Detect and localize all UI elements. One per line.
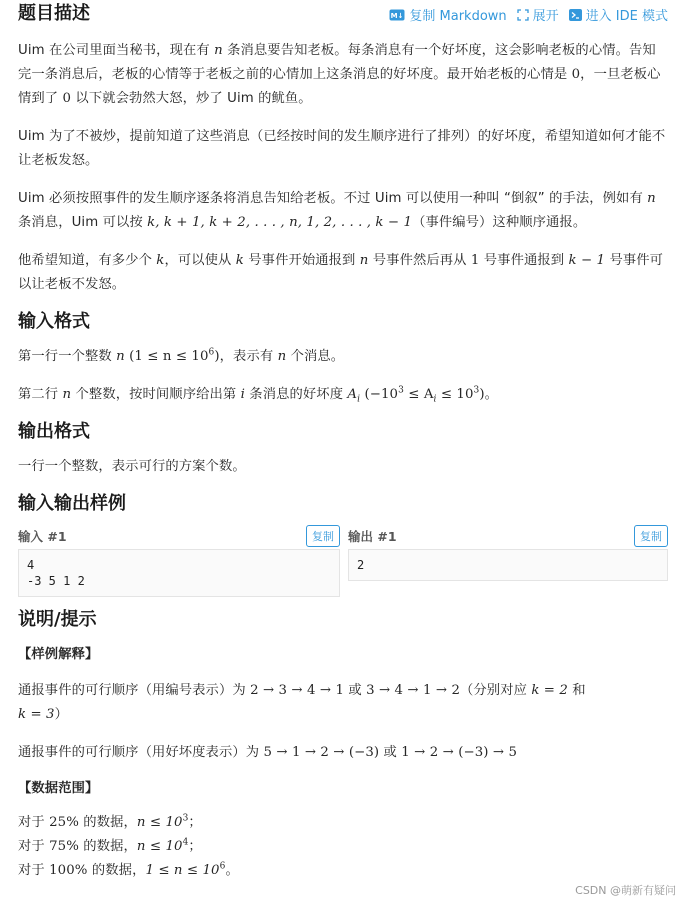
expand-label: 展开 — [532, 9, 559, 24]
ide-mode-button[interactable] — [569, 5, 668, 24]
section-title-input-format: 输入格式 — [18, 311, 90, 332]
sample-input — [18, 523, 340, 597]
expand-button[interactable] — [517, 5, 559, 24]
sample-output-code: 2 — [348, 549, 668, 581]
output-format-line: 一行一个整数，表示可行的方案个数。 — [18, 459, 246, 474]
sample-output-header — [348, 523, 668, 549]
svg-text:M↓: M↓ — [390, 11, 404, 20]
terminal-icon — [569, 9, 582, 21]
section-title-samples: 输入输出样例 — [18, 493, 126, 514]
section-title-description: 题目描述 — [18, 3, 90, 24]
description-paragraph-2: Uim 为了不被炒，提前知道了这些消息（已经按时间的发生顺序进行了排列）的好坏度，希望知道如何才能不让老板发怒。 — [18, 129, 666, 168]
section-title-hints: 说明/提示 — [18, 609, 97, 630]
toolbar — [389, 3, 668, 24]
copy-output-button[interactable]: 复制 — [634, 525, 668, 547]
description-paragraph-3: Uim 必须按照事件的发生顺序逐条将消息告知给老板。不过 Uim 可以使用一种叫 “倒叙” 的手法，例如有 n 条消息，Uim 可以按 k, k + 1, k + 2, . . . , n, 1, 2, . . . , k − 1（事件编号）这种顺序通报。 — [18, 191, 656, 230]
data-range-line-3: 对于 100% 的数据，$1 \le n \le 10^6$。 — [18, 861, 239, 878]
explain-line-1: 通报事件的可行顺序（用编号表示）为 2 → 3 → 4 → 1 或 3 → 4 → 1 → 2（分别对应 k = 2 和 k = 3） — [18, 683, 586, 722]
sample-input-code: 4 -3 5 1 2 — [18, 549, 340, 597]
sample-output — [348, 523, 668, 597]
markdown-icon — [389, 9, 405, 21]
sample-output-label: 输出 #1 — [348, 529, 397, 544]
copy-markdown-label: 复制 Markdown — [409, 9, 507, 24]
ide-mode-label: 进入 IDE 模式 — [585, 9, 668, 24]
copy-input-button[interactable]: 复制 — [306, 525, 340, 547]
input-format-line-1: 第一行一个整数 n $(1 \le n \le 10^6)$，表示有 n 个消息。 — [18, 347, 345, 364]
section-title-output-format: 输出格式 — [18, 421, 90, 442]
data-range-line-1: 对于 25% 的数据，$n \le 10^3$； — [18, 813, 202, 830]
sample-explain-tag: 【样例解释】 — [18, 647, 99, 662]
expand-icon — [517, 9, 529, 21]
samples-container — [18, 523, 668, 597]
data-range-tag: 【数据范围】 — [18, 781, 99, 796]
copy-markdown-button[interactable] — [389, 5, 506, 24]
input-format-line-2: 第二行 n 个整数，按时间顺序给出第 i 条消息的好坏度 $A_i$ $(-10^3 \le A_i \le 10^3)$。 — [18, 385, 499, 405]
description-paragraph-1: Uim 在公司里面当秘书，现在有 n 条消息要告知老板。每条消息有一个好坏度，这会影响老板的心情。告知完一条消息后，老板的心情等于老板之前的心情加上这条消息的好坏度。最开始老板的心情是 0，一旦老板心情到了 0 以下就会勃然大怒，炒了 Uim 的鱿鱼。 — [18, 43, 661, 106]
sample-input-label: 输入 #1 — [18, 529, 67, 544]
watermark: CSDN @萌新有疑问 — [575, 884, 676, 897]
sample-input-header — [18, 523, 340, 549]
explain-line-2: 通报事件的可行顺序（用好坏度表示）为 5 → 1 → 2 → (−3) 或 1 → 2 → (−3) → 5 — [18, 745, 518, 760]
description-paragraph-4: 他希望知道，有多少个 k，可以使从 k 号事件开始通报到 n 号事件然后再从 1 号事件通报到 k − 1 号事件可以让老板不发怒。 — [18, 253, 664, 292]
description-header — [18, 0, 668, 33]
data-range-line-2: 对于 75% 的数据，$n \le 10^4$； — [18, 837, 202, 854]
